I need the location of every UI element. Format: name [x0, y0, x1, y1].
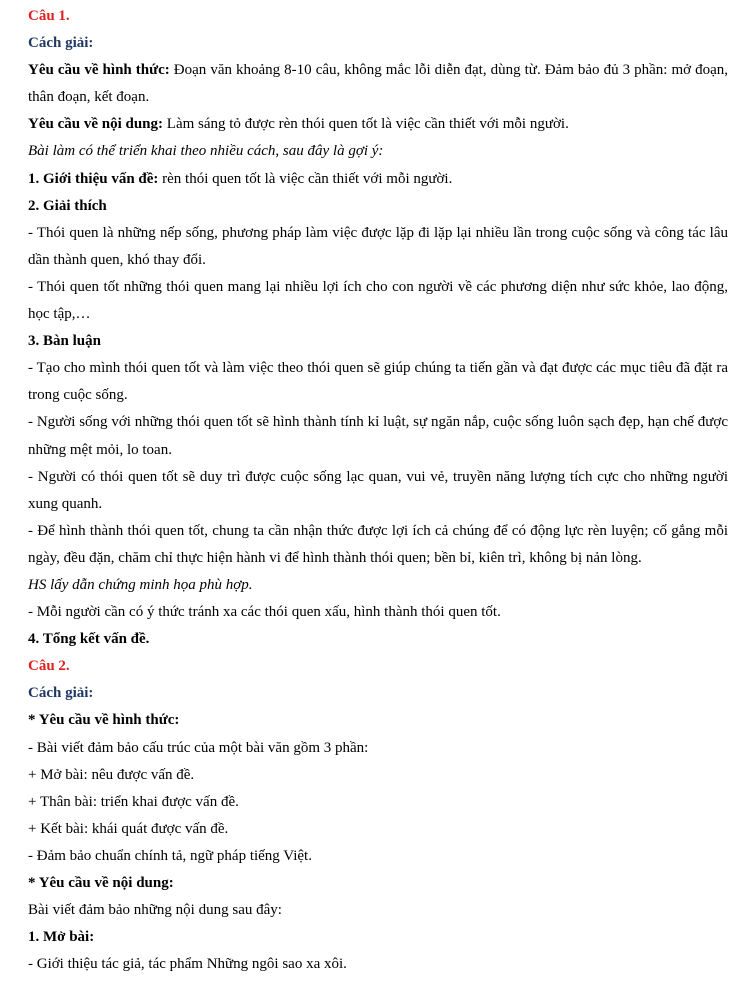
- content-requirement-heading: * Yêu cầu về nội dung:: [28, 875, 174, 891]
- evidence-note: HS lấy dẫn chứng minh họa phù hợp.: [28, 576, 253, 593]
- content-intro: Bài viết đảm bảo những nội dung sau đây:: [28, 902, 282, 919]
- structure-conclusion: + Kết bài: khái quát được vấn đề.: [28, 820, 229, 837]
- question-1-heading: Câu 1.: [28, 8, 70, 24]
- discussion-paragraph-2: - Người sống với những thói quen tốt sẽ hình thành tính kỉ luật, sự ngăn nắp, cuộc sống luôn sạch đẹp, hạn chế được những mệt mỏi, lo toan.: [28, 414, 728, 458]
- discussion-heading: 3. Bàn luận: [28, 333, 101, 350]
- form-requirement-text: Đoạn văn khoảng 8-10 câu, không mắc lỗi diễn đạt, dùng từ. Đảm bảo đủ 3 phần: mở đoạn, thân đoạn, kết đoạn.: [28, 62, 728, 106]
- solution-heading: Cách giải:: [28, 35, 94, 52]
- structure-body: + Thân bài: triển khai được vấn đề.: [28, 793, 239, 810]
- structure-intro: + Mở bài: nêu được vấn đề.: [28, 766, 195, 783]
- discussion-paragraph-4: - Để hình thành thói quen tốt, chung ta cần nhận thức được lợi ích cả chúng để có động lực rèn luyện; cố gắng mỗi ngày, đều đặn, chăm chỉ thực hiện hành vi để hình thành thói quen; bền bỉ, kiên trì, không bị nản lòng.: [28, 522, 728, 566]
- content-requirement-label: Yêu cầu về nội dung:: [28, 116, 164, 133]
- discussion-paragraph-3: - Người có thói quen tốt sẽ duy trì được cuộc sống lạc quan, vui vẻ, truyền năng lượng tích cực cho những người xung quanh.: [28, 468, 728, 512]
- solution-heading-2: Cách giải:: [28, 685, 94, 702]
- discussion-paragraph-5: - Mỗi người cần có ý thức tránh xa các thói quen xấu, hình thành thói quen tốt.: [28, 604, 501, 621]
- content-requirement-text: Làm sáng tỏ được rèn thói quen tốt là việc cần thiết với mỗi người.: [163, 116, 569, 133]
- intro-heading: 1. Mở bài:: [28, 929, 95, 946]
- suggestion-note: Bài làm có thể triển khai theo nhiều cách, sau đây là gợi ý:: [28, 143, 384, 160]
- structure-requirement: - Bài viết đảm bảo cấu trúc của một bài văn gồm 3 phần:: [28, 739, 369, 756]
- explanation-paragraph-1: - Thói quen là những nếp sống, phương pháp làm việc được lặp đi lặp lại nhiều lần trong cuộc sống và công tác lâu dần thành quen, khó thay đổi.: [28, 224, 728, 268]
- intro-issue: [28, 166, 728, 193]
- intro-author-work: - Giới thiệu tác giả, tác phẩm Những ngôi sao xa xôi.: [28, 956, 347, 973]
- form-requirement-heading: * Yêu cầu về hình thức:: [28, 712, 180, 729]
- form-requirement-label: Yêu cầu về hình thức:: [28, 62, 170, 79]
- discussion-paragraph-1: - Tạo cho mình thói quen tốt và làm việc theo thói quen sẽ giúp chúng ta tiến gần và đạt được các mục tiêu đã đặt ra trong cuộc sống.: [28, 360, 728, 404]
- content-requirement: [28, 111, 728, 138]
- conclusion-heading: 4. Tổng kết vấn đề.: [28, 631, 150, 648]
- intro-issue-text: rèn thói quen tốt là việc cần thiết với mỗi người.: [158, 170, 453, 187]
- question-2-heading: Câu 2.: [28, 658, 70, 675]
- spelling-requirement: - Đảm bảo chuẩn chính tả, ngữ pháp tiếng Việt.: [28, 847, 312, 864]
- intro-issue-label: 1. Giới thiệu vấn đề:: [28, 170, 159, 187]
- form-requirement: [28, 57, 728, 111]
- explanation-paragraph-2: - Thói quen tốt những thói quen mang lại nhiều lợi ích cho con người về các phương diện như sức khỏe, lao động, học tập,…: [28, 278, 728, 323]
- explanation-heading: 2. Giải thích: [28, 197, 107, 214]
